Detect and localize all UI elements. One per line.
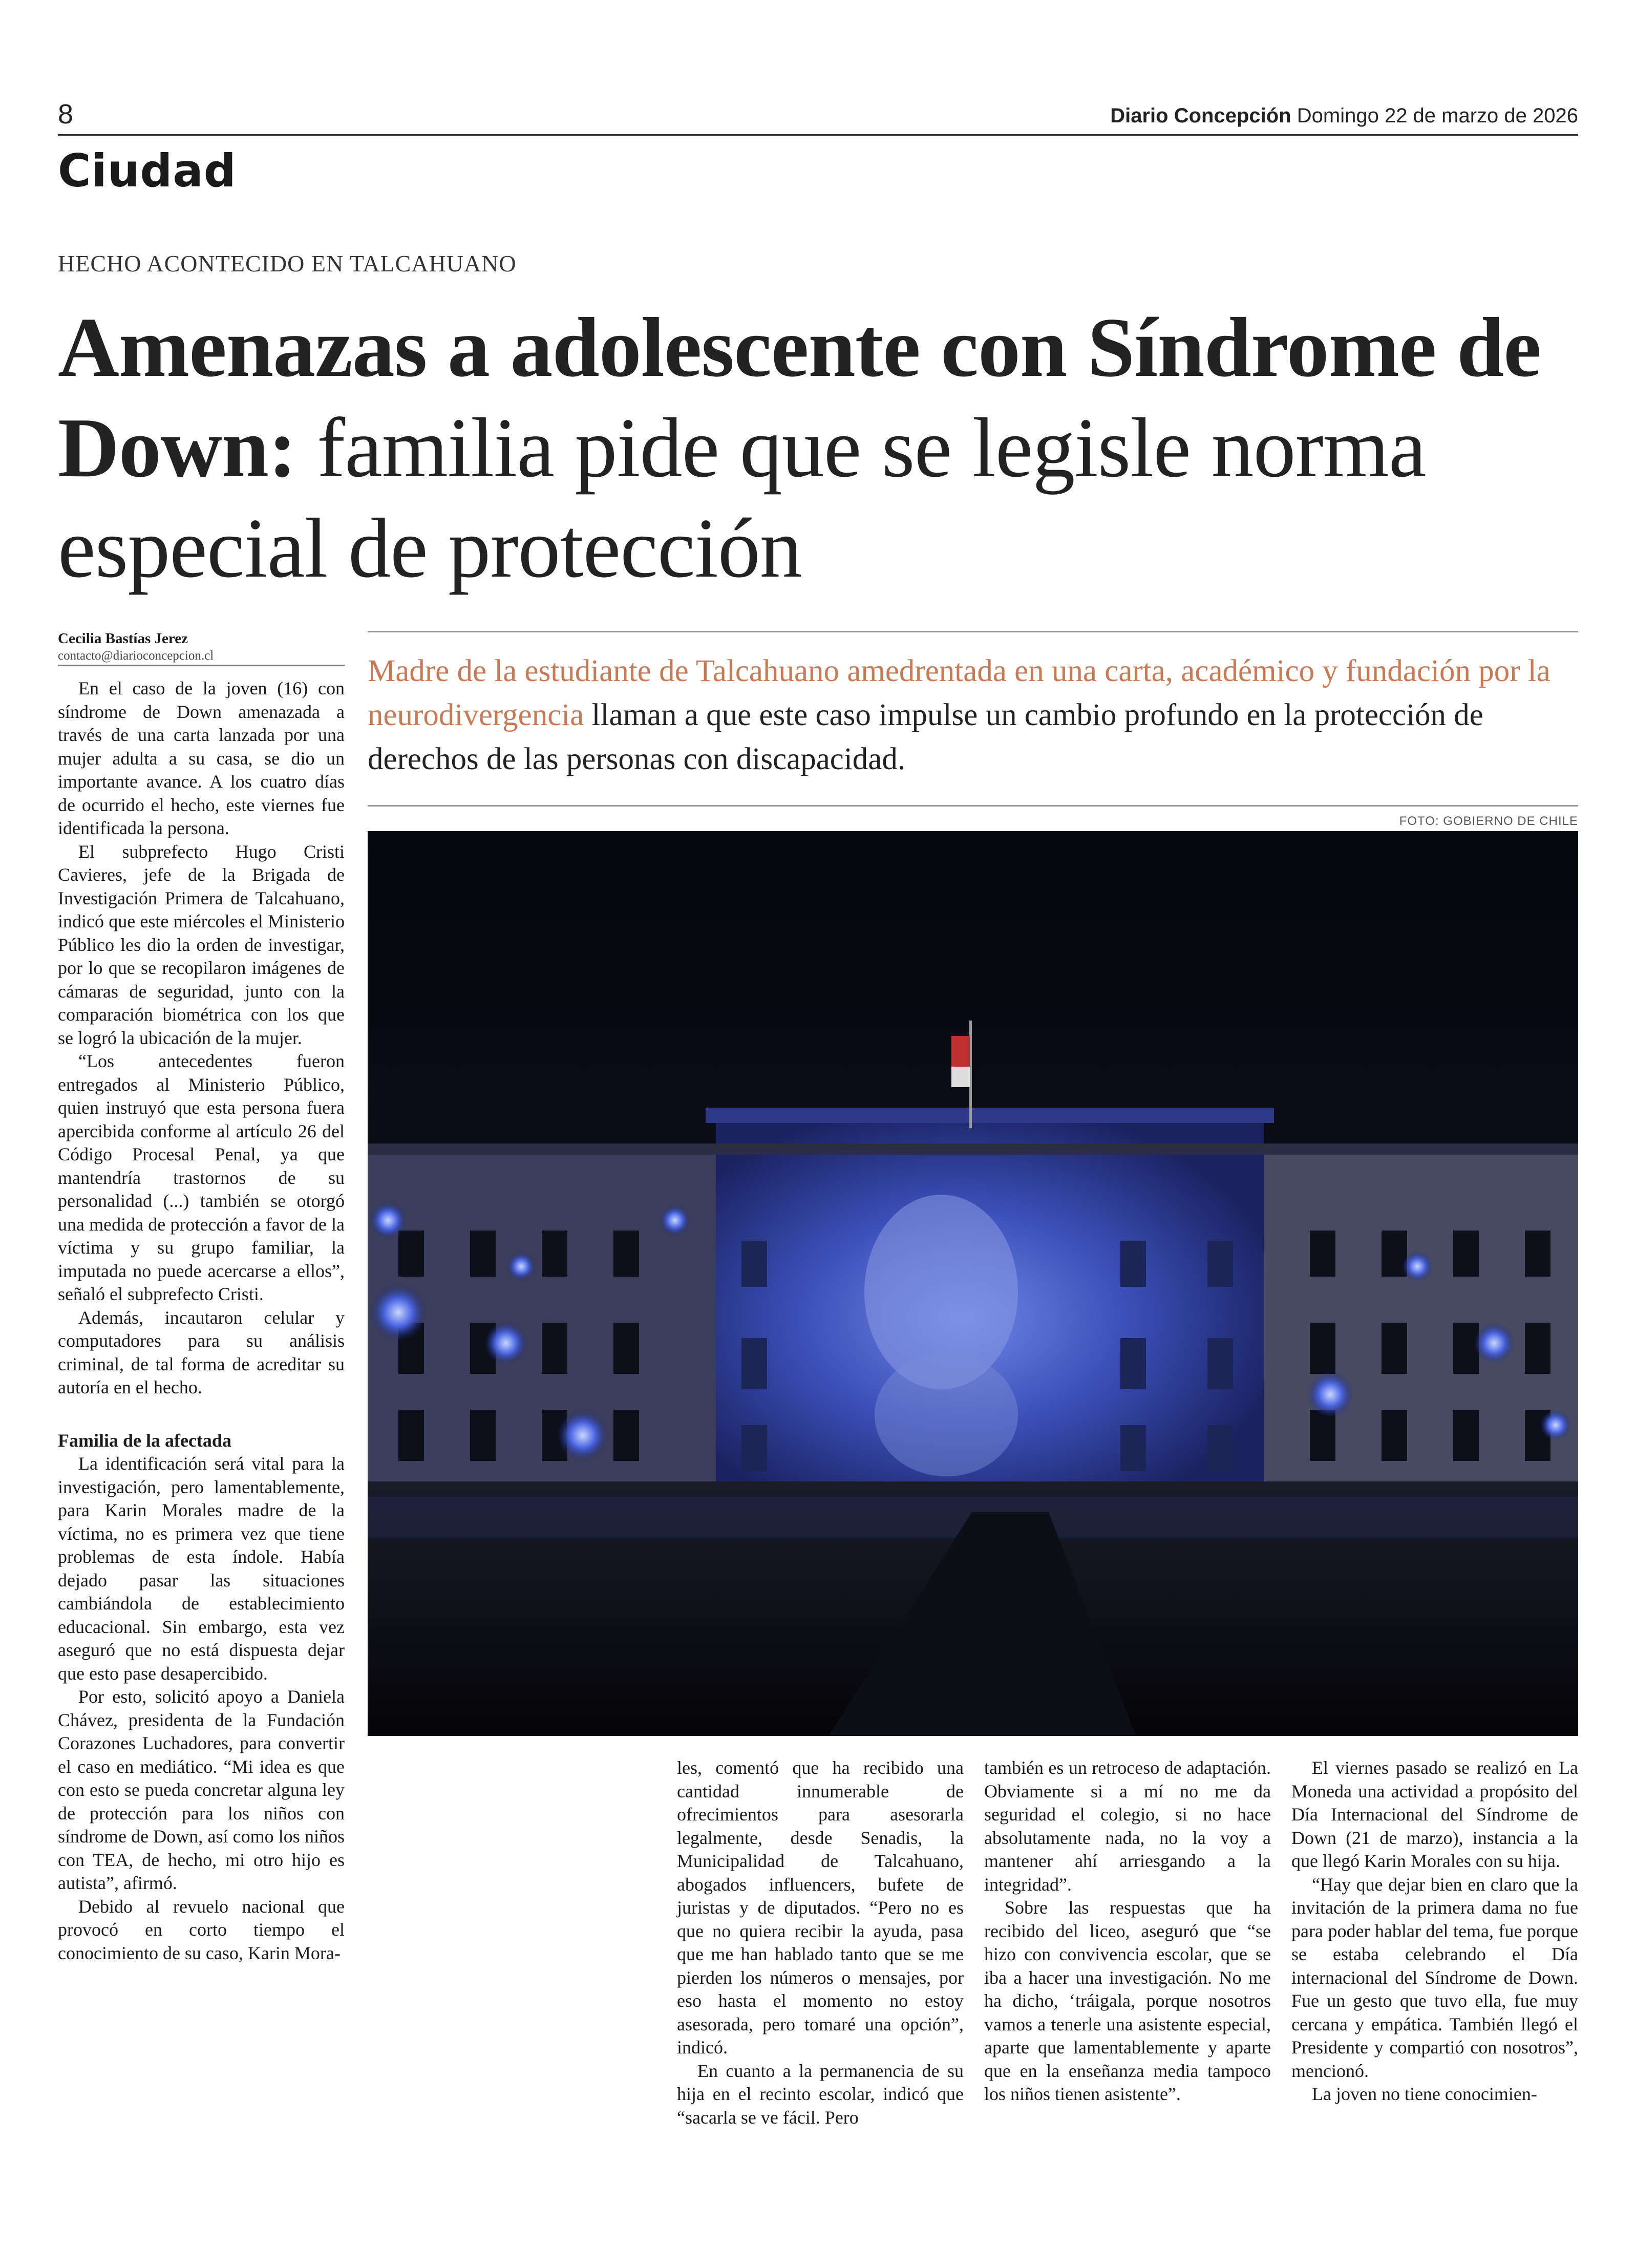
- paragraph: Debido al revuelo nacional que provocó en corto tiempo el conocimiento de su caso, Karin Mora-: [58, 1896, 345, 1963]
- article-column-4: [1291, 1756, 1578, 2106]
- headline-regular: familia pide que se legisle norma especial de protección: [58, 400, 1426, 595]
- byline: [58, 630, 365, 665]
- paragraph: La joven no tiene conocimien-: [1312, 2084, 1537, 2104]
- page-number: 8: [58, 99, 74, 130]
- paragraph: La identificación será vital para la investigación, pero lamentablemente, para Karin Morales madre de la víctima, no es primera vez que tiene problemas de esta índole. Había dejado pasar las situaciones cambiándola de establecimiento educacional. Sin embargo, esta vez aseguró que no está dispuesta dejar que esto pase desapercibido.: [58, 1453, 345, 1684]
- masthead-line: [1110, 104, 1578, 128]
- subheading: Familia de la afectada: [58, 1430, 231, 1451]
- paragraph: El viernes pasado se realizó en La Moneda una actividad a propósito del Día Internacional del Síndrome de Down (21 de marzo), instancia a la que llegó Karin Morales con su hija.: [1291, 1757, 1578, 1871]
- paragraph: también es un retroceso de adaptación. Obviamente si a mí no me da seguridad el colegio, si no hace absolutamente nada, no la voy a mantener ahí arriesgando a la integridad”.: [984, 1757, 1271, 1895]
- paragraph: “Hay que dejar bien en claro que la invitación de la primera dama no fue para poder hablar del tema, fue porque se estaba celebrando el Día internacional del Síndrome de Down. Fue un gesto que tuvo ella, fue muy cercana y empática. También llegó el Presidente y compartió con nosotros”, mencionó.: [1291, 1874, 1578, 2081]
- headline-bold: Amenazas a adolescente con Síndrome de Down:: [58, 300, 1541, 495]
- article-column-3: [984, 1756, 1271, 2106]
- deck-rule-top: [368, 631, 1578, 632]
- paragraph: Además, incautaron celular y computadores para su análisis criminal, de tal forma de acreditar su autoría en el hecho.: [58, 1307, 345, 1397]
- deck-rest: llaman a que este caso impulse un cambio profundo en la protección de derechos de las personas con discapacidad.: [368, 698, 1483, 776]
- article-column-1: [58, 677, 345, 1965]
- section-title: Ciudad: [58, 144, 237, 197]
- photo-credit: FOTO: GOBIERNO DE CHILE: [1399, 814, 1578, 828]
- paragraph: Por esto, solicitó apoyo a Daniela Chávez, presidenta de la Fundación Corazones Luchadores, para convertir el caso en mediático. “Mi idea es que con esto se pueda concretar alguna ley de protección para los niños con síndrome de Down, así como los niños con TEA, de hecho, mi otro hijo es autista”, afirmó.: [58, 1686, 345, 1893]
- paragraph: les, comentó que ha recibido una cantidad innumerable de ofrecimientos para asesorarla legalmente, desde Senadis, la Municipalidad de Talcahuano, abogados influencers, bufete de juristas y de diputados. “Pero no es que no quiera recibir la ayuda, pasa que me han hablado tanto que se me pierden los números o mensajes, por eso hasta el momento no estoy asesorada, pero tomaré una opción”, indicó.: [677, 1757, 964, 2058]
- deck-rule-bottom: [368, 805, 1578, 807]
- byline-rule: [58, 665, 345, 666]
- paragraph: Sobre las respuestas que ha recibido del liceo, aseguró que “se hizo con convivencia escolar, que se iba a hacer una investigación. No me ha dicho, ‘tráigala, porque nosotros vamos a tenerle una asistente especial, aparte que lamentablemente y aparte que en la enseñanza media tampoco los niños tienen asistente”.: [984, 1897, 1271, 2104]
- article-photo: [368, 831, 1578, 1736]
- deck-accent: Madre de la estudiante de Talcahuano amedrentada en una carta, académico y fundación por la neurodivergencia: [368, 654, 1550, 732]
- paper-name: Diario Concepción: [1110, 104, 1291, 127]
- headline: [58, 297, 1584, 598]
- issue-date: Domingo 22 de marzo de 2026: [1297, 104, 1578, 127]
- header-rule: [58, 134, 1578, 136]
- paragraph: El subprefecto Hugo Cristi Cavieres, jefe de la Brigada de Investigación Primera de Talcahuano, indicó que este miércoles el Ministerio Público les dio la orden de investigar, por lo que se recopilaron imágenes de cámaras de seguridad, junto con la comparación biométrica con los que se logró la ubicación de la mujer.: [58, 841, 345, 1048]
- paragraph: “Los antecedentes fueron entregados al Ministerio Público, quien instruyó que esta persona fuera apercibida conforme al artículo 26 del Código Procesal Penal, ya que mantendría trastornos de su personalidad (...) también se otorgó una medida de protección a favor de la víctima y su grupo familiar, la imputada no puede acercarse a ellos”, señaló el subprefecto Cristi.: [58, 1051, 345, 1304]
- paragraph: En cuanto a la permanencia de su hija en el recinto escolar, indicó que “sacarla se ve fácil. Pero: [677, 2060, 964, 2128]
- author-name: Cecilia Bastías Jerez: [58, 630, 188, 647]
- author-email: contacto@diarioconcepcion.cl: [58, 649, 214, 663]
- kicker: HECHO ACONTECIDO EN TALCAHUANO: [58, 250, 517, 277]
- article-column-2: [677, 1756, 964, 2129]
- paragraph: En el caso de la joven (16) con síndrome de Down amenazada a través de una carta lanzada por una mujer adulta a su casa, se dio un importante avance. A los cuatro días de ocurrido el hecho, este viernes fue identificada la persona.: [58, 678, 345, 838]
- deck: [368, 649, 1578, 781]
